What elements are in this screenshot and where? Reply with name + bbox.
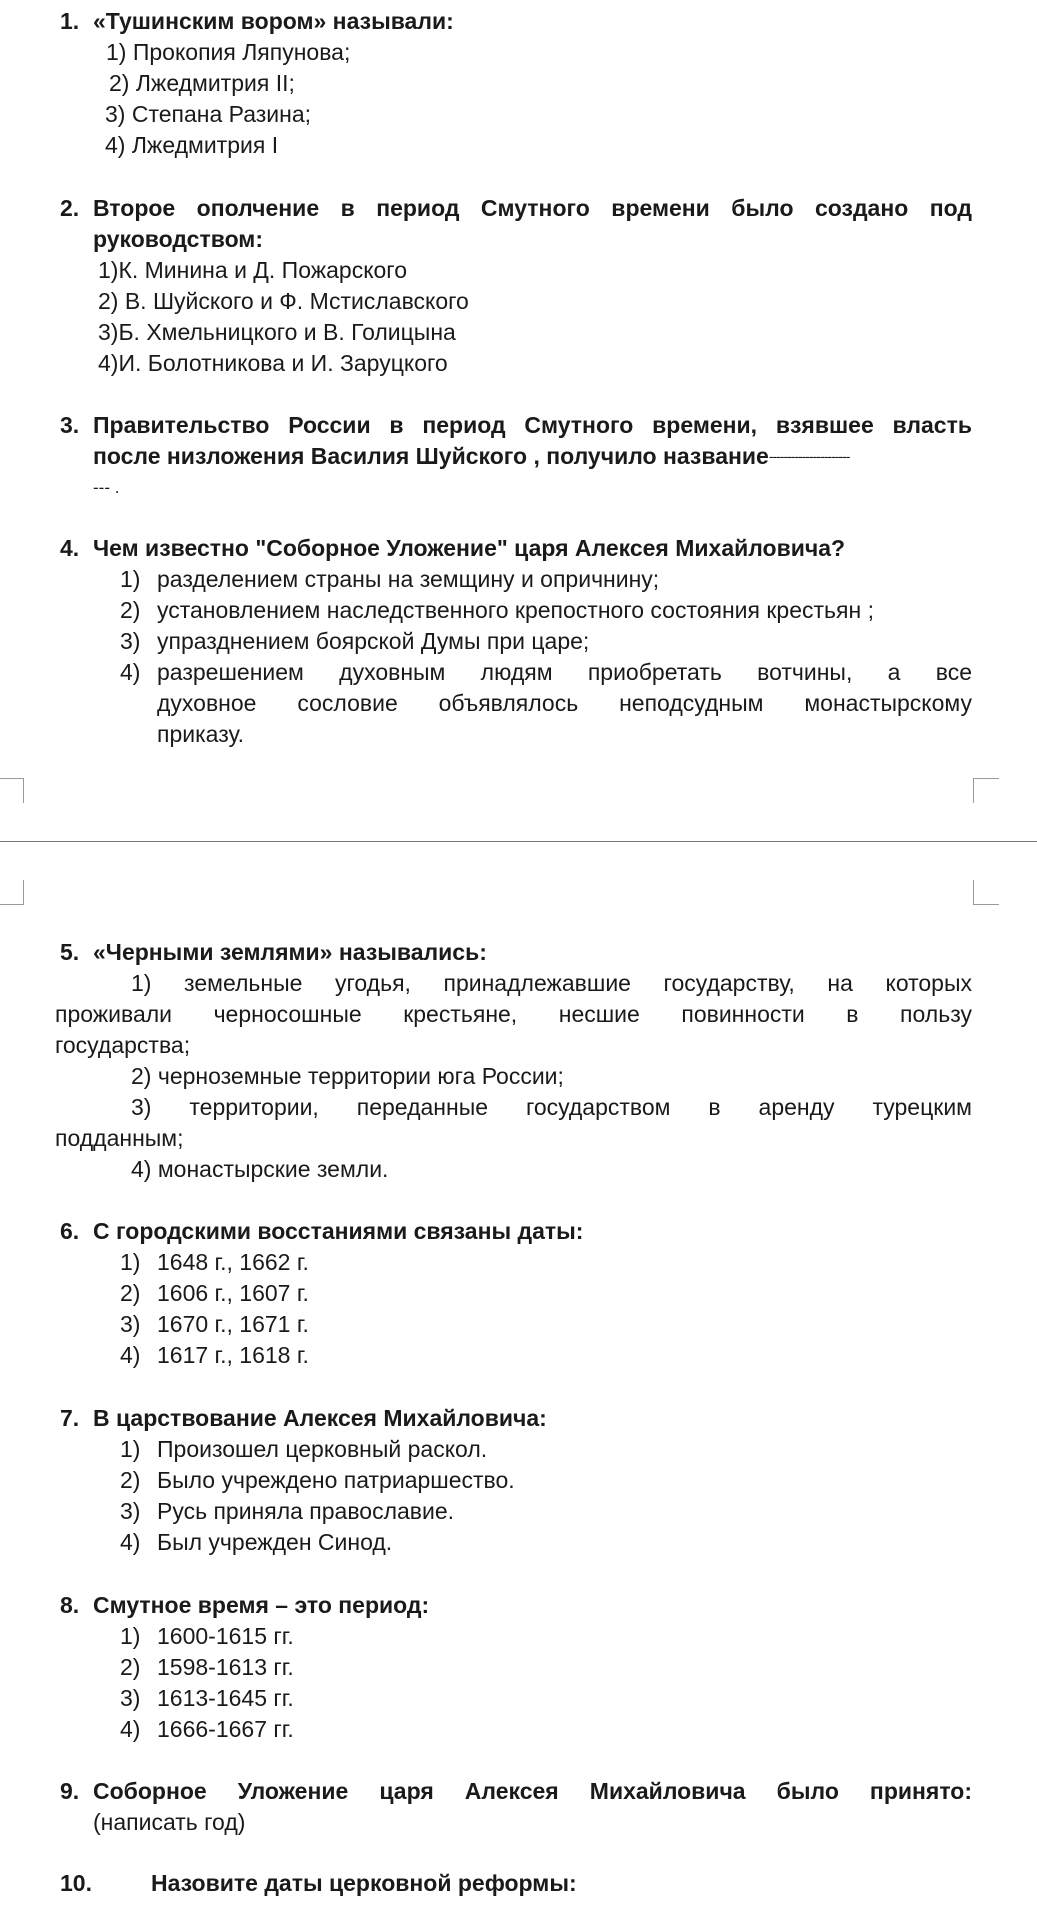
- question-10: [60, 1868, 972, 1899]
- option-text-line: 1) земельные угодья, принадлежавшие государству, на которых: [131, 970, 972, 996]
- question-text-line: Второе ополчение в период Смутного времени было создано под: [93, 195, 972, 221]
- question-1: [60, 6, 972, 161]
- question-text-line: (написать год): [93, 1809, 246, 1835]
- option: [120, 657, 972, 750]
- option: [120, 595, 972, 626]
- question-text: Чем известно "Соборное Уложение" царя Алексея Михайловича?: [93, 535, 846, 561]
- option-text: 1600-1615 гг.: [157, 1623, 294, 1649]
- option: 2) черноземные территории юга России;: [131, 1063, 564, 1089]
- option: 4)И. Болотникова и И. Заруцкого: [98, 350, 448, 376]
- option: [120, 1714, 972, 1745]
- question-3: [60, 410, 972, 503]
- option: [120, 1465, 972, 1496]
- question-5: [60, 937, 972, 968]
- option-text: 1670 г., 1671 г.: [157, 1311, 309, 1337]
- question-number: 8.: [60, 1592, 80, 1618]
- option: 2) Лжедмитрия II;: [109, 70, 295, 96]
- option: 3) Степана Разина;: [105, 101, 312, 127]
- question-number: 1.: [60, 8, 80, 34]
- page-corner-mark-top-left: [0, 778, 24, 803]
- option-text: 1648 г., 1662 г.: [157, 1249, 309, 1275]
- option-text-line: 3) территории, переданные государством в аренду турецким: [131, 1094, 972, 1120]
- option-number: 3): [120, 1311, 141, 1337]
- option-number: 1): [120, 1249, 141, 1275]
- option-number: 3): [120, 1498, 141, 1524]
- option: [120, 1247, 972, 1278]
- option: [120, 1340, 972, 1371]
- option-text: разделением страны на земщину и опричнину;: [157, 566, 660, 592]
- option-text: 1617 г., 1618 г.: [157, 1342, 309, 1368]
- question-text: В царствование Алексея Михайловича:: [93, 1405, 547, 1431]
- question-6-title: [60, 1216, 972, 1247]
- option: [120, 626, 972, 657]
- question-8: [60, 1590, 972, 1745]
- page-corner-mark-bottom-right: [973, 880, 999, 905]
- option: [120, 564, 972, 595]
- question-2: [60, 193, 972, 379]
- option: [120, 1621, 972, 1652]
- question-text-line: Правительство России в период Смутного времени, взявшее власть: [93, 412, 972, 438]
- option: 3)Б. Хмельницкого и В. Голицына: [98, 319, 456, 345]
- option-text: Был учрежден Синод.: [157, 1529, 393, 1555]
- question-6: [60, 1216, 972, 1371]
- option-text: Произошел церковный раскол.: [157, 1436, 488, 1462]
- question-10-title: [60, 1868, 972, 1899]
- option-text: установлением наследственного крепостного состояния крестьян ;: [157, 597, 874, 623]
- option: [120, 1309, 972, 1340]
- option: 1) Прокопия Ляпунова;: [106, 39, 351, 65]
- option-text-line: духовное сословие объявлялось неподсудным монастырскому: [157, 690, 972, 716]
- question-4-title: [60, 533, 972, 564]
- option-text: 1613-1645 гг.: [157, 1685, 294, 1711]
- option-number: 1): [120, 1436, 141, 1462]
- option: [120, 1527, 972, 1558]
- option-text: Русь приняла православие.: [157, 1498, 455, 1524]
- question-3-title: [60, 410, 972, 503]
- option-text-line: приказу.: [157, 721, 245, 747]
- option-text: 1606 г., 1607 г.: [157, 1280, 309, 1306]
- question-7-title: [60, 1403, 972, 1434]
- option-number: 4): [120, 659, 141, 685]
- option: [120, 1434, 972, 1465]
- option-text: Было учреждено патриаршество.: [157, 1467, 515, 1493]
- question-8-title: [60, 1590, 972, 1621]
- question-5-options: [55, 968, 972, 1185]
- question-number: 10.: [60, 1870, 92, 1896]
- option: [120, 1278, 972, 1309]
- option-text: 1666-1667 гг.: [157, 1716, 294, 1742]
- option-number: 2): [120, 1467, 141, 1493]
- page-break-line: [0, 841, 1037, 842]
- question-text: «Тушинским вором» называли:: [93, 8, 454, 34]
- question-text-line: Соборное Уложение царя Алексея Михайловича было принято:: [93, 1778, 972, 1804]
- question-text: Смутное время – это период:: [93, 1592, 430, 1618]
- option: 2) В. Шуйского и Ф. Мстиславского: [98, 288, 469, 314]
- option: [120, 1652, 972, 1683]
- question-number: 3.: [60, 412, 80, 438]
- question-text: С городскими восстаниями связаны даты:: [93, 1218, 584, 1244]
- question-number: 2.: [60, 195, 80, 221]
- question-1-title: [60, 6, 972, 37]
- question-7: [60, 1403, 972, 1558]
- answer-blank-dashes: ----------------------: [768, 448, 850, 464]
- answer-blank-dashes: --- .: [93, 478, 120, 497]
- option-text-line: подданным;: [55, 1125, 184, 1151]
- question-9-title: [60, 1776, 972, 1838]
- question-text: «Черными землями» назывались:: [93, 939, 487, 965]
- option-text: упразднением боярской Думы при царе;: [157, 628, 590, 654]
- option-number: 1): [120, 1623, 141, 1649]
- option-number: 4): [120, 1342, 141, 1368]
- option-number: 4): [120, 1716, 141, 1742]
- question-4: [60, 533, 972, 750]
- question-number: 7.: [60, 1405, 80, 1431]
- option-number: 4): [120, 1529, 141, 1555]
- option-text-line: разрешением духовным людям приобретать вотчины, а все: [157, 659, 972, 685]
- question-number: 6.: [60, 1218, 80, 1244]
- question-text: Назовите даты церковной реформы:: [151, 1870, 577, 1896]
- option-text-line: проживали черносошные крестьяне, несшие повинности в пользу: [55, 1001, 972, 1027]
- option-number: 2): [120, 1654, 141, 1680]
- page-corner-mark-top-right: [973, 778, 999, 803]
- question-2-title: [60, 193, 972, 255]
- option: [120, 1496, 972, 1527]
- option-number: 2): [120, 1280, 141, 1306]
- option-number: 3): [120, 1685, 141, 1711]
- question-text-line: после низложения Василия Шуйского , получило название: [93, 443, 769, 469]
- question-text-line: руководством:: [93, 226, 263, 252]
- option-text-line: государства;: [55, 1032, 191, 1058]
- question-number: 9.: [60, 1778, 80, 1804]
- option: 1)К. Минина и Д. Пожарского: [98, 257, 407, 283]
- question-5-title: [60, 937, 972, 968]
- option-number: 2): [120, 597, 141, 623]
- option: 4) монастырские земли.: [131, 1156, 389, 1182]
- page-corner-mark-bottom-left: [0, 880, 24, 905]
- option: [120, 1683, 972, 1714]
- question-number: 4.: [60, 535, 80, 561]
- option: 4) Лжедмитрия I: [105, 132, 279, 158]
- option-text: 1598-1613 гг.: [157, 1654, 294, 1680]
- option-number: 3): [120, 628, 141, 654]
- question-number: 5.: [60, 939, 80, 965]
- option-number: 1): [120, 566, 141, 592]
- question-9: [60, 1776, 972, 1838]
